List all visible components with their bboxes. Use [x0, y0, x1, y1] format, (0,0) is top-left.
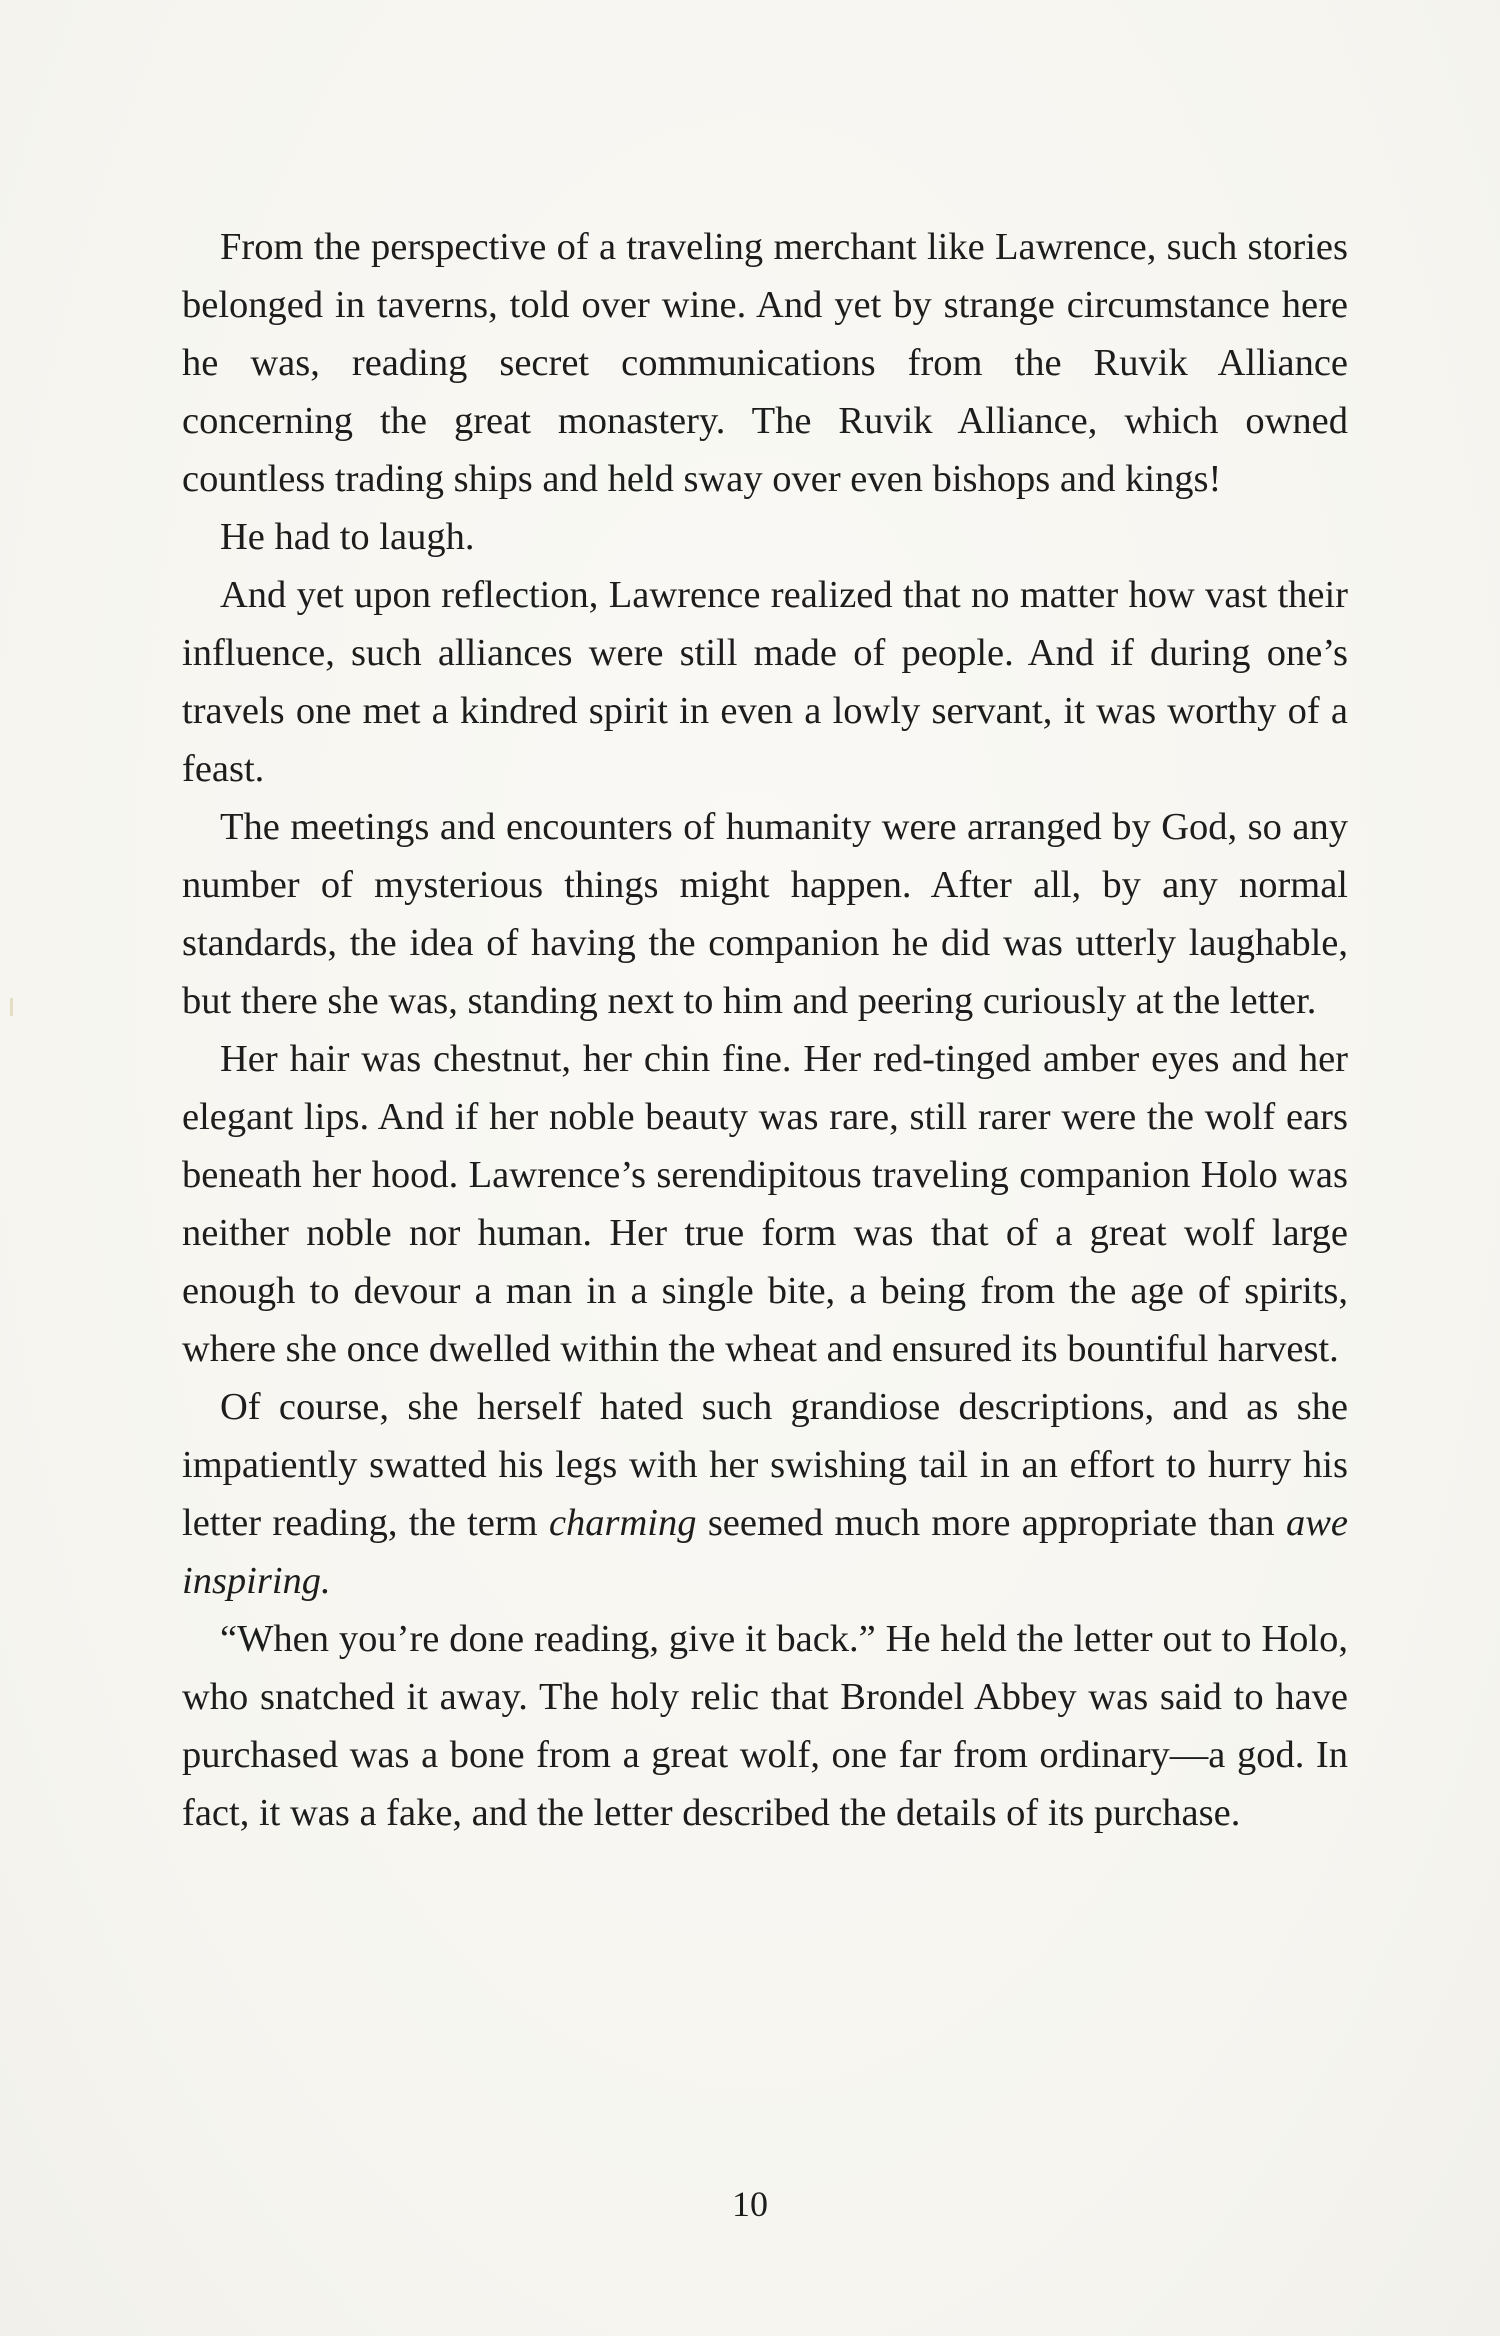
paragraph: He had to laugh. [220, 516, 475, 558]
emphasis-text: charming [548, 1502, 697, 1544]
paragraph-text: seemed much more appropriate than [696, 1502, 1286, 1544]
paragraph: And yet upon reflection, Lawrence realized that no matter how vast their influence, such alliances were still made of people. And if during one’s travels one met a kindred spirit in even a lowly servant, it was worthy of a feast. [182, 574, 1348, 790]
paragraph: “When you’re done reading, give it back.” He held the letter out to Holo, who snatched it away. The holy relic that Brondel Abbey was said to have purchased was a bone from a great wolf, one far from ordinary—a god. In fact, it was a fake, and the letter described the details of its purchase. [182, 1618, 1348, 1834]
paragraph: Her hair was chestnut, her chin fine. Her red-tinged amber eyes and her elegant lips. And if her noble beauty was rare, still rarer were the wolf ears beneath her hood. Lawrence’s serendipitous traveling companion Holo was neither noble nor human. Her true form was that of a great wolf large enough to devour a man in a single bite, a being from the age of spirits, where she once dwelled within the wheat and ensured its bountiful harvest. [182, 1038, 1348, 1370]
paragraph-text: Of course, she herself hated such grandiose descriptions, and as she impatiently swatted his legs with her swishing tail in an effort to hurry his letter reading, the term [182, 1386, 1348, 1544]
paragraph: The meetings and encounters of humanity were arranged by God, so any number of mysterious things might happen. After all, by any normal standards, the idea of having the companion he did was utterly laughable, but there she was, standing next to him and peering curiously at the letter. [182, 806, 1348, 1022]
scan-speck [10, 998, 13, 1016]
emphasis-text: awe inspiring. [182, 1502, 1348, 1602]
body-text [182, 218, 1348, 1842]
paragraph: From the perspective of a traveling merchant like Lawrence, such stories belonged in taverns, told over wine. And yet by strange circumstance here he was, reading secret communications from the Ruvik Alliance concerning the great monastery. The Ruvik Alliance, which owned countless trading ships and held sway over even bishops and kings! [182, 226, 1348, 500]
paragraph [182, 1378, 1348, 1610]
page-number: 10 [732, 2184, 768, 2224]
